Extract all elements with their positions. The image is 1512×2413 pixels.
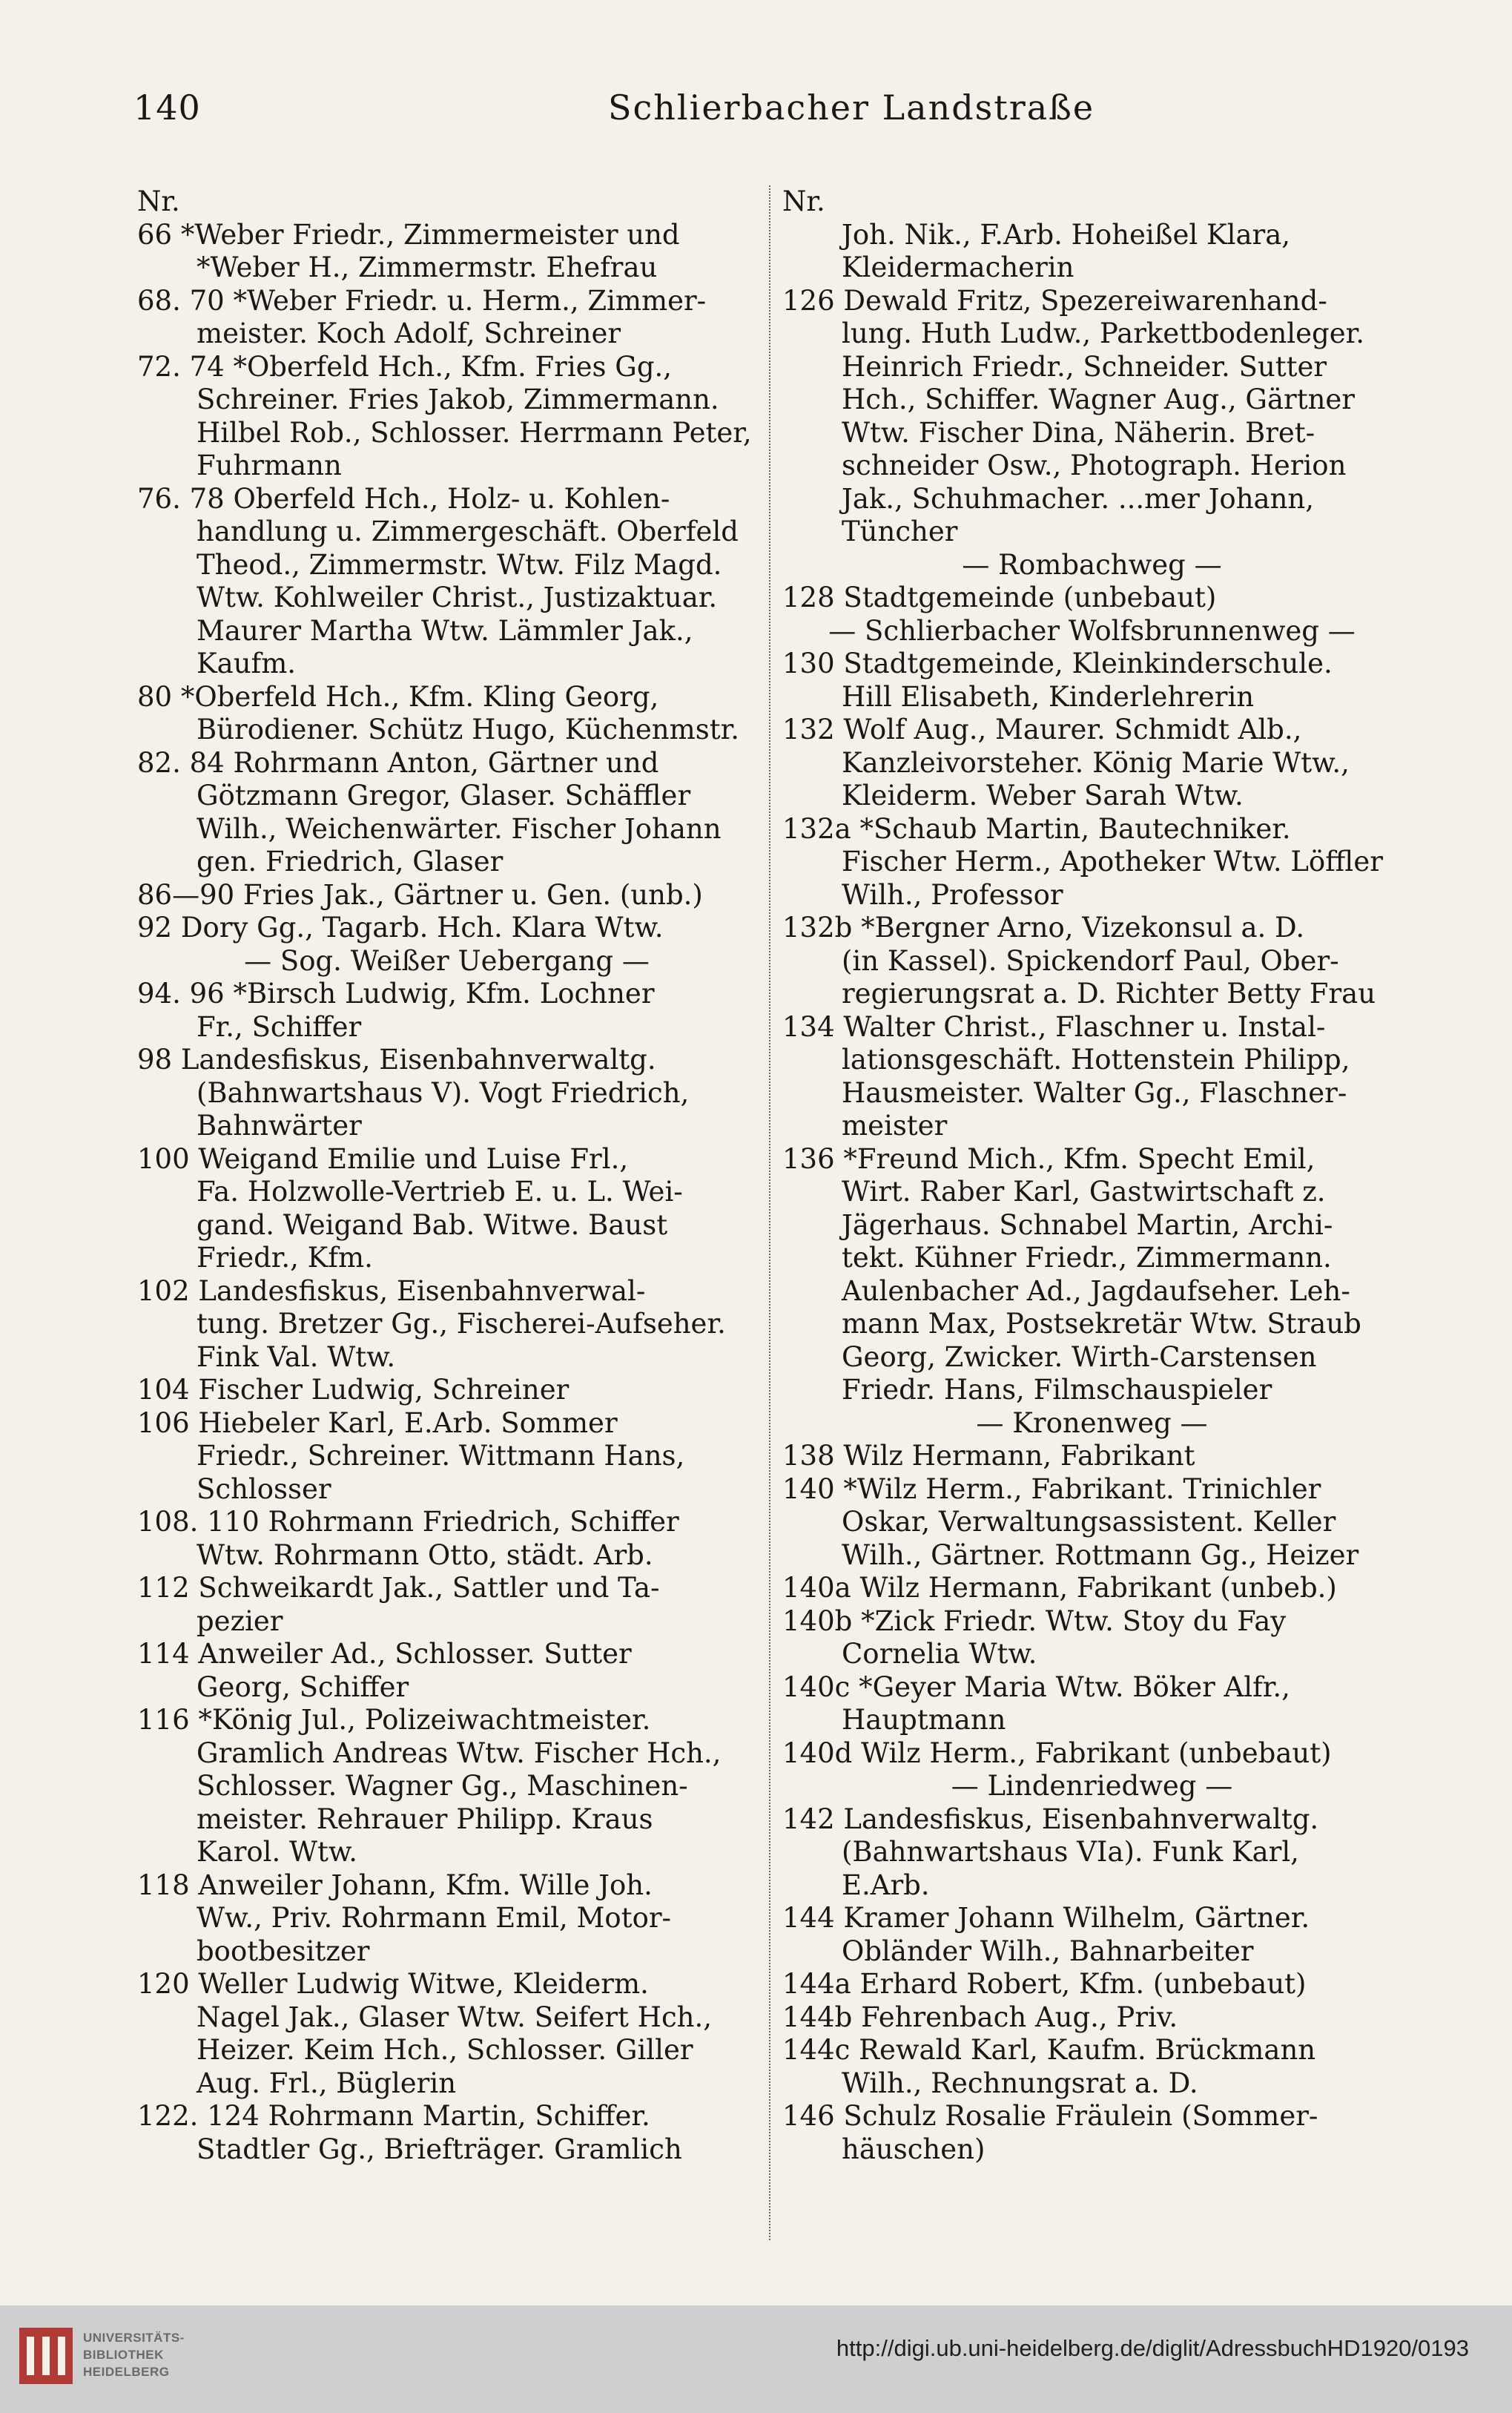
directory-line: 144b Fehrenbach Aug., Priv. (782, 2001, 1178, 2033)
directory-line: Jägerhaus. Schnabel Martin, Archi- (842, 1208, 1333, 1241)
directory-line: 92 Dory Gg., Tagarb. Hch. Klara Wtw. (137, 912, 664, 944)
source-url-link[interactable]: http://digi.ub.uni-heidelberg.de/diglit/AdressbuchHD1920/0193 (836, 2335, 1469, 2361)
directory-line: gand. Weigand Bab. Witwe. Baust (197, 1208, 668, 1241)
page-number: 140 (133, 88, 201, 128)
directory-line: Kleiderm. Weber Sarah Wtw. (842, 780, 1244, 812)
directory-line: tung. Bretzer Gg., Fischerei-Aufseher. (197, 1308, 726, 1340)
directory-line: Heizer. Keim Hch., Schlosser. Giller (197, 2034, 693, 2066)
directory-line: Fuhrmann (197, 450, 342, 481)
page-title: Schlierbacher Landstraße (608, 88, 1095, 128)
directory-line: 118 Anweiler Johann, Kfm. Wille Joh. (137, 1869, 653, 1901)
directory-line: Wilh., Gärtner. Rottmann Gg., Heizer (842, 1538, 1359, 1571)
directory-line: meister. Koch Adolf, Schreiner (197, 317, 621, 349)
directory-line: Wilh., Rechnungsrat a. D. (842, 2067, 1198, 2099)
directory-line: 104 Fischer Ludwig, Schreiner (137, 1374, 570, 1406)
directory-line: Georg, Schiffer (197, 1670, 409, 1703)
directory-line: Obländer Wilh., Bahnarbeiter (842, 1935, 1254, 1967)
directory-line: 146 Schulz Rosalie Fräulein (Sommer- (782, 2100, 1318, 2132)
directory-line: regierungsrat a. D. Richter Betty Frau (842, 978, 1376, 1010)
directory-line: Friedr., Kfm. (197, 1242, 373, 1274)
library-name-line: BIBLIOTHEK (83, 2348, 164, 2362)
directory-line: Ww., Priv. Rohrmann Emil, Motor- (197, 1902, 672, 1934)
directory-line: Wilh., Professor (842, 878, 1063, 911)
directory-line: handlung u. Zimmergeschäft. Oberfeld (197, 516, 739, 547)
directory-line: 128 Stadtgemeinde (unbebaut) (782, 582, 1217, 613)
directory-line: Stadtler Gg., Briefträger. Gramlich (197, 2133, 682, 2165)
directory-line: lung. Huth Ludw., Parkettbodenleger. (842, 317, 1365, 349)
directory-line: Kaufm. (197, 648, 297, 679)
directory-line: Wirt. Raber Karl, Gastwirtschaft z. (842, 1176, 1326, 1208)
directory-line: E.Arb. (842, 1869, 930, 1901)
page-header (133, 88, 1394, 141)
directory-line: schneider Osw., Photograph. Herion (842, 450, 1347, 481)
directory-line: Wtw. Fischer Dina, Näherin. Bret- (842, 416, 1315, 449)
library-name-line: UNIVERSITÄTS- (83, 2331, 185, 2345)
directory-line: 100 Weigand Emilie und Luise Frl., (137, 1142, 629, 1175)
directory-line: Wtw. Kohlweiler Christ., Justizaktuar. (197, 582, 718, 613)
directory-line: 94. 96 *Birsch Ludwig, Kfm. Lochner (137, 978, 655, 1010)
directory-line: meister. Rehrauer Philipp. Kraus (197, 1803, 653, 1835)
footer-bar (0, 2305, 1512, 2413)
directory-line: Schlosser. Wagner Gg., Maschinen- (197, 1770, 688, 1802)
directory-line: Theod., Zimmermstr. Wtw. Filz Magd. (197, 548, 722, 581)
directory-line: — Rombachweg — (962, 548, 1222, 581)
directory-line: 122. 124 Rohrmann Martin, Schiffer. (137, 2100, 650, 2132)
directory-line: Wtw. Rohrmann Otto, städt. Arb. (197, 1538, 653, 1571)
directory-line: (Bahnwartshaus V). Vogt Friedrich, (197, 1076, 690, 1109)
directory-line: Bahnwärter (197, 1110, 362, 1142)
directory-line: Hilbel Rob., Schlosser. Herrmann Peter, (197, 416, 752, 449)
directory-line: 72. 74 *Oberfeld Hch., Kfm. Fries Gg., (137, 350, 673, 383)
directory-line: Nr. (782, 185, 825, 217)
directory-line: mann Max, Postsekretär Wtw. Straub (842, 1308, 1361, 1340)
directory-line: Hauptmann (842, 1704, 1006, 1736)
directory-line: 98 Landesfiskus, Eisenbahnverwaltg. (137, 1044, 656, 1076)
directory-line: Wilh., Weichenwärter. Fischer Johann (197, 812, 722, 845)
directory-line: 120 Weller Ludwig Witwe, Kleiderm. (137, 1968, 649, 2000)
directory-line: 102 Landesfiskus, Eisenbahnverwal- (137, 1274, 646, 1307)
directory-line: 80 *Oberfeld Hch., Kfm. Kling Georg, (137, 680, 659, 713)
directory-line: Karol. Wtw. (197, 1836, 357, 1868)
directory-line: 82. 84 Rohrmann Anton, Gärtner und (137, 746, 659, 779)
directory-line: *Weber H., Zimmermstr. Ehefrau (197, 251, 658, 283)
directory-line: (in Kassel). Spickendorf Paul, Ober- (842, 944, 1339, 977)
directory-line: tekt. Kühner Friedr., Zimmermann. (842, 1242, 1332, 1274)
university-library-logo-icon (16, 2325, 76, 2387)
directory-line: 126 Dewald Fritz, Spezereiwarenhand- (782, 284, 1327, 317)
directory-line: 132 Wolf Aug., Maurer. Schmidt Alb., (782, 714, 1302, 745)
directory-line: 144c Rewald Karl, Kaufm. Brückmann (782, 2034, 1316, 2066)
directory-line: 116 *König Jul., Polizeiwachtmeister. (137, 1704, 651, 1736)
directory-line: Jak., Schuhmacher. ...mer Johann, (842, 482, 1315, 515)
directory-line: Kanzleivorsteher. König Marie Wtw., (842, 746, 1350, 779)
directory-line: gen. Friedrich, Glaser (197, 846, 504, 878)
directory-line: Nagel Jak., Glaser Wtw. Seifert Hch., (197, 2001, 713, 2033)
directory-line: Georg, Zwicker. Wirth-Carstensen (842, 1340, 1317, 1373)
directory-line: lationsgeschäft. Hottenstein Philipp, (842, 1044, 1350, 1076)
directory-line: häuschen) (842, 2133, 986, 2165)
directory-line: 130 Stadtgemeinde, Kleinkinderschule. (782, 648, 1333, 679)
directory-line: 108. 110 Rohrmann Friedrich, Schiffer (137, 1506, 679, 1538)
directory-line: pezier (197, 1604, 283, 1637)
directory-line: Gramlich Andreas Wtw. Fischer Hch., (197, 1736, 722, 1769)
directory-line: Aulenbacher Ad., Jagdaufseher. Leh- (842, 1274, 1350, 1307)
directory-line: — Sog. Weißer Uebergang — (244, 944, 650, 977)
library-name (83, 2329, 185, 2380)
directory-line: Kleidermacherin (842, 251, 1074, 283)
directory-line: 140a Wilz Hermann, Fabrikant (unbeb.) (782, 1572, 1337, 1604)
directory-line: Nr. (137, 185, 180, 217)
directory-line: 76. 78 Oberfeld Hch., Holz- u. Kohlen- (137, 482, 670, 515)
directory-line: Tüncher (842, 516, 958, 547)
directory-line: Hch., Schiffer. Wagner Aug., Gärtner (842, 383, 1355, 415)
directory-columns (137, 185, 1405, 2255)
directory-line: 112 Schweikardt Jak., Sattler und Ta- (137, 1572, 660, 1604)
directory-line: Hill Elisabeth, Kinderlehrerin (842, 680, 1255, 713)
directory-line: Joh. Nik., F.Arb. Hoheißel Klara, (842, 218, 1291, 251)
directory-line: 140 *Wilz Herm., Fabrikant. Trinichler (782, 1472, 1321, 1505)
directory-line: 132b *Bergner Arno, Vizekonsul a. D. (782, 912, 1305, 944)
directory-line: Aug. Frl., Büglerin (197, 2067, 457, 2099)
directory-line: Bürodiener. Schütz Hugo, Küchenmstr. (197, 714, 739, 745)
directory-line: 106 Hiebeler Karl, E.Arb. Sommer (137, 1406, 618, 1439)
directory-line: 134 Walter Christ., Flaschner u. Instal- (782, 1010, 1326, 1043)
directory-line: 140c *Geyer Maria Wtw. Böker Alfr., (782, 1670, 1290, 1703)
directory-line: 140b *Zick Friedr. Wtw. Stoy du Fay (782, 1604, 1287, 1637)
directory-line: Hausmeister. Walter Gg., Flaschner- (842, 1076, 1347, 1109)
directory-line: 114 Anweiler Ad., Schlosser. Sutter (137, 1638, 632, 1670)
directory-line: Friedr., Schreiner. Wittmann Hans, (197, 1440, 685, 1472)
directory-line: 144 Kramer Johann Wilhelm, Gärtner. (782, 1902, 1310, 1934)
directory-line: Götzmann Gregor, Glaser. Schäffler (197, 780, 691, 812)
directory-line: — Kronenweg — (976, 1406, 1208, 1439)
directory-line: 138 Wilz Hermann, Fabrikant (782, 1440, 1195, 1472)
directory-line: Maurer Martha Wtw. Lämmler Jak., (197, 614, 693, 647)
directory-line: Fink Val. Wtw. (197, 1340, 396, 1373)
directory-line: Cornelia Wtw. (842, 1638, 1037, 1670)
directory-line: bootbesitzer (197, 1935, 370, 1967)
directory-line: 68. 70 *Weber Friedr. u. Herm., Zimmer- (137, 284, 707, 317)
directory-line: Schlosser (197, 1472, 331, 1505)
directory-line: 66 *Weber Friedr., Zimmermeister und (137, 218, 680, 251)
directory-line: 86—90 Fries Jak., Gärtner u. Gen. (unb.) (137, 878, 703, 911)
directory-line: 140d Wilz Herm., Fabrikant (unbebaut) (782, 1736, 1332, 1769)
directory-line: Friedr. Hans, Filmschauspieler (842, 1374, 1272, 1406)
directory-line: Heinrich Friedr., Schneider. Sutter (842, 350, 1327, 383)
left-column (137, 185, 756, 2166)
directory-line: meister (842, 1110, 948, 1142)
directory-line: Fr., Schiffer (197, 1010, 362, 1043)
directory-line: (Bahnwartshaus VIa). Funk Karl, (842, 1836, 1299, 1868)
directory-line: Fischer Herm., Apotheker Wtw. Löffler (842, 846, 1383, 878)
directory-line: 144a Erhard Robert, Kfm. (unbebaut) (782, 1968, 1307, 2000)
directory-line: 132a *Schaub Martin, Bautechniker. (782, 812, 1291, 845)
directory-line: Oskar, Verwaltungsassistent. Keller (842, 1506, 1336, 1538)
directory-line: — Schlierbacher Wolfsbrunnenweg — (828, 614, 1356, 647)
directory-line: 136 *Freund Mich., Kfm. Specht Emil, (782, 1142, 1315, 1175)
library-name-line: HEIDELBERG (83, 2365, 170, 2379)
right-column (782, 185, 1402, 2166)
directory-line: Fa. Holzwolle-Vertrieb E. u. L. Wei- (197, 1176, 683, 1208)
directory-line: 142 Landesfiskus, Eisenbahnverwaltg. (782, 1803, 1319, 1835)
directory-line: Schreiner. Fries Jakob, Zimmermann. (197, 383, 719, 415)
column-divider (769, 185, 770, 2240)
directory-line: — Lindenriedweg — (951, 1770, 1233, 1802)
